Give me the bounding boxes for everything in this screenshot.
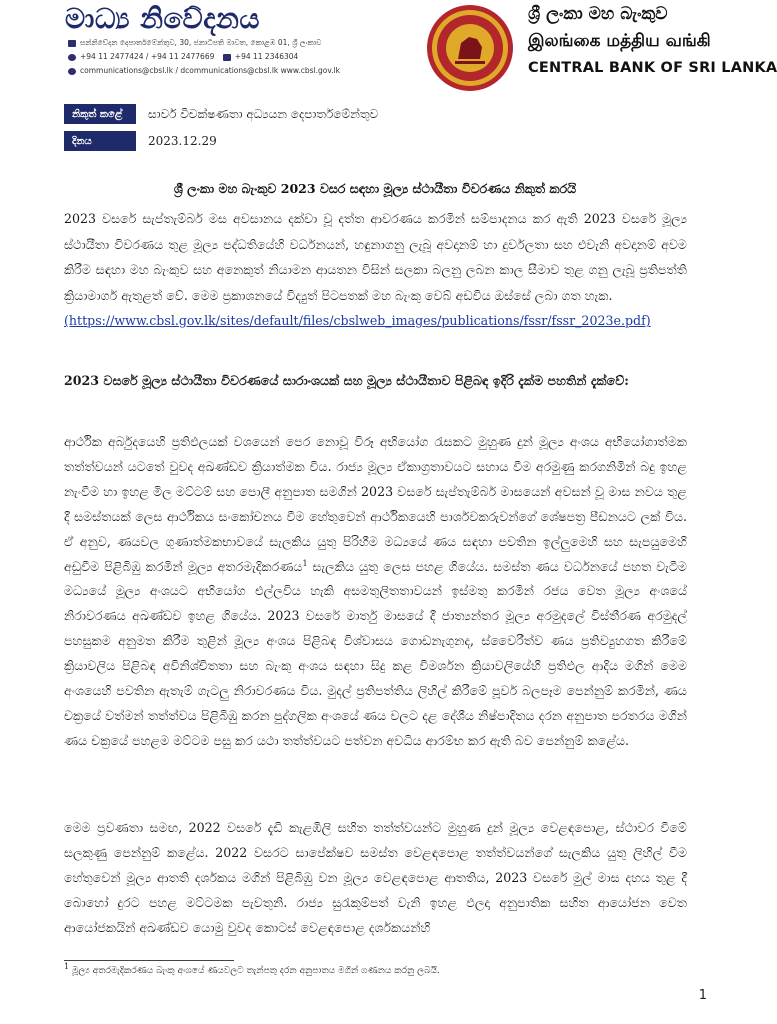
date-label: දිනය (64, 131, 136, 151)
footnote-divider (64, 960, 234, 961)
cbsl-seal-logo (425, 3, 515, 93)
phone-icon (68, 54, 76, 61)
report-link[interactable]: (https://www.cbsl.gov.lk/sites/default/files/cbslweb_images/publications/fssr/fssr_2023e.pdf) (64, 313, 651, 328)
email-web-text: communications@cbsl.lk / dcommunications@cbsl.lk www.cbsl.gov.lk (80, 66, 341, 75)
contact-phone (68, 52, 298, 61)
date-row (64, 130, 217, 152)
letterhead (0, 0, 777, 100)
intro-paragraph (64, 206, 687, 334)
phone-text: +94 11 2477424 / +94 11 2477669 (80, 52, 215, 61)
fax-icon (223, 54, 231, 61)
intro-text: 2023 වසරේ සැප්තැම්බර් මස අවසානය දක්වා වූ දත්ත ආවරණය කරමින් සම්පාදනය කර ඇති 2023 වසරේ මූල්‍ය ස්ථායීතා විවරණය තුළ මූල්‍ය පද්ධතියේහි වර්ධනයන්, හඳුනාගනු ලැබූ අවදානම් හා දුර්වලතා සහ එවැනි අවදානම් අවම කිරීම සඳහා මහ බැංකුව සහ අනෙකුත් නියාමන ආයතන විසින් සලකා බලනු ලබන කාල සීමාව තුළ ගනු ලැබූ ප්‍රතිපත්ති ක්‍රියාමාර්ග ඇතුළත් වේ. මෙම ප්‍රකාශනයේ විද්‍යුත් පිටපතක් මහ බැංකු වෙබ් අඩවිය ඔස්සේ ලබා ගත හැක. (64, 211, 687, 303)
masthead-title: මාධ්‍ය නිවේදනය (65, 2, 260, 35)
footnote-number: 1 (64, 962, 70, 971)
bank-name-tamil: இலங்கை மத்திய வங்கி (528, 31, 711, 51)
bank-name-english: CENTRAL BANK OF SRI LANKA (528, 60, 777, 76)
footnote (64, 962, 687, 976)
contact-email-web (68, 66, 340, 75)
para2-text-b: සැලකිය යුතු ලෙස පහළ ගියේය. සමස්ත ණය වර්ධනයේ පහත වැටීම මධ්‍යයේ මූල්‍ය අංශයට අභියෝග එල්ලවිය හැකි අසමතුලිතතාවයන් ඉස්මතු කරමින් රජය වෙත මූල්‍ය අංශයේ නිරාවරණය අඛණ්ඩව ඉහළ ගියේය. 2023 වසරේ මාර්තු මාසයේ දී ජාත්‍යන්තර මූල්‍ය අරමුදලේ විස්තීරණ අරමුදල් පහසුකම අනුමත කිරීම තුළින් මූල්‍ය අංශය පිළිබඳ විශ්වාසය ගොඩනැගුනද, ස්වෛරීත්ව ණය ප්‍රතිව්‍යුහගත කිරීමේ ක්‍රියාවලිය පිළිබඳ අවිනිශ්චිතතා සහ බැංකු අංශය සඳහා සිදු කළ විමර්ශන ක්‍රියාවලියේහි ප්‍රතිඵල ආදිය මගින් මෙම අංශයෙහි පවතින ඇතැම් ගැටලු නිරාවරණය විය. මුදල් ප්‍රතිපත්තිය ලිහිල් කිරීමේ පූර්ව බලපෑම පෙන්නුම් කරමින්, ණය චක්‍රයේ වත්මන් තත්ත්වය පිළිබිඹු කරන පුද්ගලික අංශයේ ණය වලට දළ දේශීය නිෂ්පාදිතය දරන අනුපාත පරතරය මගින් ණය චක්‍රයේ පහළම මට්ටම පසු කර යථා තත්ත්වයට පත්වන අවධිය ආරම්භ කර ඇති බව පෙන්නුම් කළේය. (64, 558, 687, 748)
issued-by-label: නිකුත් කළේ (64, 104, 136, 124)
issued-by-value: සාර්ව විචක්ෂණතා අධ්‍යයන දෙපාර්තමේන්තුව (148, 106, 379, 121)
date-value: 2023.12.29 (148, 134, 217, 148)
mail-icon (68, 40, 76, 47)
address-text: සන්නිවේදන දෙපාර්තමේන්තුව, 30, ජනාධිපති මාවත, කොළඹ 01, ශ්‍රී ලංකාව (80, 38, 322, 47)
body-paragraph-3: මෙම ප්‍රවණතා සමඟ, 2022 වසරේ දැඩි කැළඹිලි සහිත තත්ත්වයන්ට මුහුණ දුන් මූල්‍ය වෙළඳපොළ, ස්ථාවර වීමේ සලකුණු පෙන්නුම් කළේය. 2022 වසරට සාපේක්ෂව සමස්ත වෙළඳපොළ තත්ත්වයන්ගේ සැලකිය යුතු ලිහිල් වීම හේතුවෙන් මූල්‍ය ආතති දර්ශකය මගින් පිළිබිඹු වන මූල්‍ය වෙළඳපොළ ආතතිය, 2023 වසරේ මුල් මාස දහය තුළ දී බොහෝ දුරට පහළ මට්ටමක පැවතුනි. රාජ්‍ය සුරැකුම්පත් වැනි ඉහළ ඵලදා අනුපාතික සහිත ආයෝජන වෙත ආයෝජකයින් අඛණ්ඩව යොමු වුවද කොටස් වෙළඳපොළ දර්ශකයන්හි (64, 820, 687, 935)
issued-by-row (64, 103, 378, 125)
contact-address (68, 38, 321, 48)
footnote-ref: 1 (302, 558, 308, 568)
fax-text: +94 11 2346304 (234, 52, 299, 61)
press-release-title: ශ්‍රී ලංකා මහ බැංකුව 2023 වසර සඳහා මූල්‍ය ස්ථායීතා විවරණය නිකුත් කරයි (173, 181, 577, 196)
footnote-text: මූල්‍ය අතරමැදිකරණය බැංකු අංශයේ ණයවලට තැන්පතු දරන අනුපාතය මගින් ගණනය කරනු ලබයි. (69, 966, 440, 976)
bank-name-sinhala: ශ්‍රී ලංකා මහ බැංකුව (528, 4, 668, 24)
body-paragraph-2 (64, 430, 687, 754)
page-number: 1 (698, 988, 707, 1003)
summary-subheading: 2023 වසරේ මූල්‍ය ස්ථායීතා විවරණයේ සාරාංශයක් සහ මූල්‍ය ස්ථායීතාව පිළිබඳ ඉදිරි දැක්ම පහතින් දැක්වේ: (64, 373, 629, 388)
at-icon (68, 68, 76, 75)
para2-text-a: ආර්ථික අර්බුදයෙහි ප්‍රතිඵලයක් වශයෙන් පෙර නොවූ විරූ අභියෝග රැසකට මුහුණ දුන් මූල්‍ය අංශය අභියෝගාත්මක තත්ත්වයන් යටතේ වුවද අඛණ්ඩව ක්‍රියාත්මක විය. රාජ්‍ය මූල්‍ය ඒකාග්‍රතාවයට සහාය වීම අරමුණු කරගනිමින් බදු ඉහළ නැංවීම හා ඉහළ මිල මට්ටම් සහ පොලී අනුපාත සමගින් 2023 වසරේ සැප්තැම්බර් මාසයෙන් අවසන් වූ මාස නවය තුළ දී සමස්තයක් ලෙස ආර්ථිකය සංකෝචනය වීම හේතුවෙන් ආර්ථිකයෙහි පාර්ශවකරුවන්ගේ ශේෂපත්‍ර පීඩනයට ලක් විය. ඒ අනුව, ණයවල ගුණාත්මකභාවයේ සැලකිය යුතු පිරිහීම මධ්‍යයේ ණය සඳහා පවතින ඉල්ලුමෙහි සහ සැපයුමෙහි අඩුවීම පිළිබිඹු කරමින් මූල්‍ය අතරමැදිකරණය (64, 434, 687, 574)
